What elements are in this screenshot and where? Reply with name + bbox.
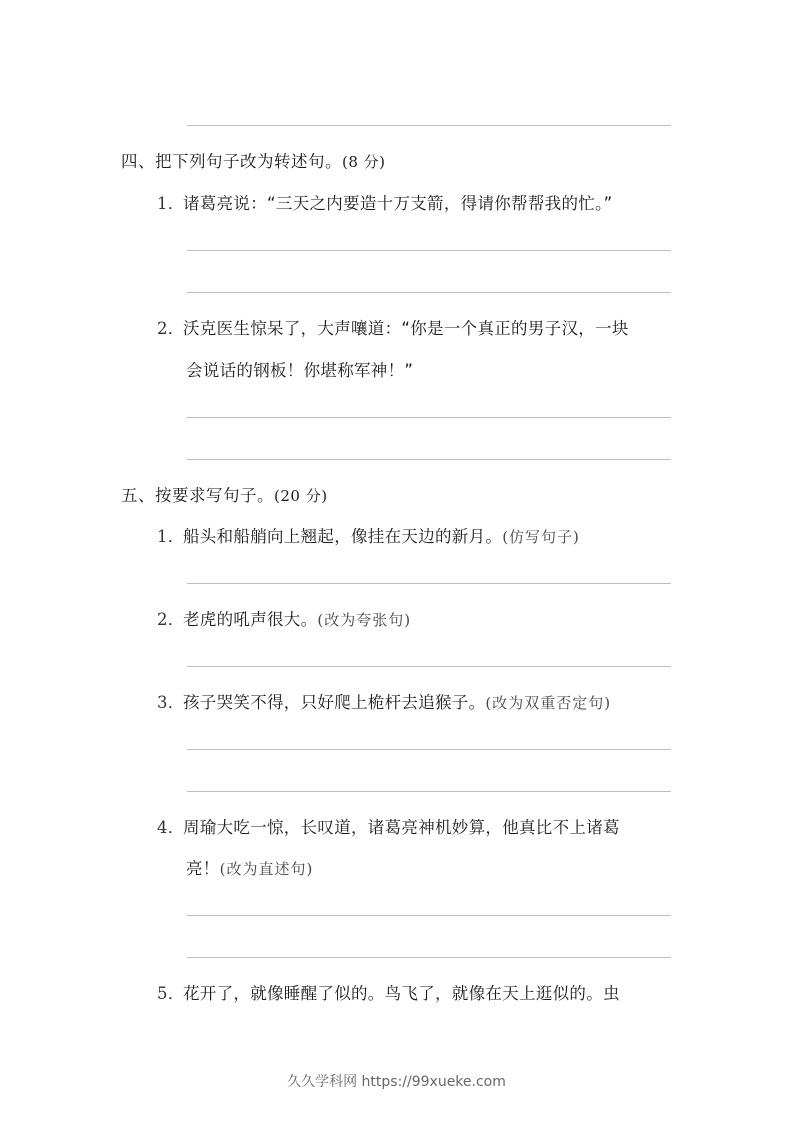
s5-question-1 <box>157 523 580 547</box>
question-text: 花开了，就像睡醒了似的。鸟飞了，就像在天上逛似的。虫 <box>183 984 620 1003</box>
question-text: 沃克医生惊呆了，大声嚷道：“你是一个真正的男子汉，一块 <box>183 319 629 338</box>
s5-question-4-continued <box>186 855 313 879</box>
question-text: 孩子哭笑不得，只好爬上桅杆去追猴子。 <box>183 693 486 712</box>
question-text: 诸葛亮说：“三天之内要造十万支箭，得请你帮帮我的忙。” <box>183 194 613 213</box>
s5-question-3 <box>157 689 611 713</box>
section-5-heading: 五、按要求写句子。 <box>121 486 274 505</box>
answer-line[interactable] <box>187 915 671 916</box>
question-number: 1． <box>157 527 185 546</box>
question-number: 5． <box>157 984 185 1003</box>
question-text: 船头和船艄向上翘起，像挂在天边的新月。 <box>183 527 503 546</box>
s5-question-4 <box>157 814 620 838</box>
question-number: 2． <box>157 610 185 629</box>
section-4-score: (8 分) <box>342 153 386 171</box>
s4-question-2 <box>157 315 629 339</box>
s4-question-2-continued: 会说话的钢板！你堪称军神！” <box>186 361 414 380</box>
answer-line[interactable] <box>187 583 671 584</box>
answer-line[interactable] <box>187 666 671 667</box>
question-instruction: (仿写句子) <box>502 528 580 546</box>
section-5-title <box>121 482 328 506</box>
question-number: 4． <box>157 818 185 837</box>
section-4-title <box>121 148 386 172</box>
section-4-heading: 四、把下列句子改为转述句。 <box>121 152 342 171</box>
question-text: 亮！ <box>186 859 220 878</box>
s5-question-2 <box>157 606 411 630</box>
answer-line[interactable] <box>187 791 671 792</box>
question-instruction: (改为夸张句) <box>317 611 412 629</box>
section-5-score: (20 分) <box>274 487 328 505</box>
answer-line[interactable] <box>187 125 671 126</box>
answer-line[interactable] <box>187 250 671 251</box>
s5-question-5 <box>157 980 620 1004</box>
footer-watermark: 久久学科网 https://99xueke.com <box>287 1074 506 1090</box>
answer-line[interactable] <box>187 417 671 418</box>
question-instruction: (改为直述句) <box>219 860 314 878</box>
question-number: 1． <box>157 194 185 213</box>
question-instruction: (改为双重否定句) <box>485 694 612 712</box>
s4-question-1 <box>157 190 612 214</box>
question-number: 2． <box>157 319 185 338</box>
answer-line[interactable] <box>187 957 671 958</box>
answer-line[interactable] <box>187 749 671 750</box>
question-number: 3． <box>157 693 185 712</box>
question-text: 老虎的吼声很大。 <box>183 610 318 629</box>
answer-line[interactable] <box>187 459 671 460</box>
answer-line[interactable] <box>187 292 671 293</box>
question-text: 周瑜大吃一惊，长叹道，诸葛亮神机妙算，他真比不上诸葛 <box>183 818 620 837</box>
